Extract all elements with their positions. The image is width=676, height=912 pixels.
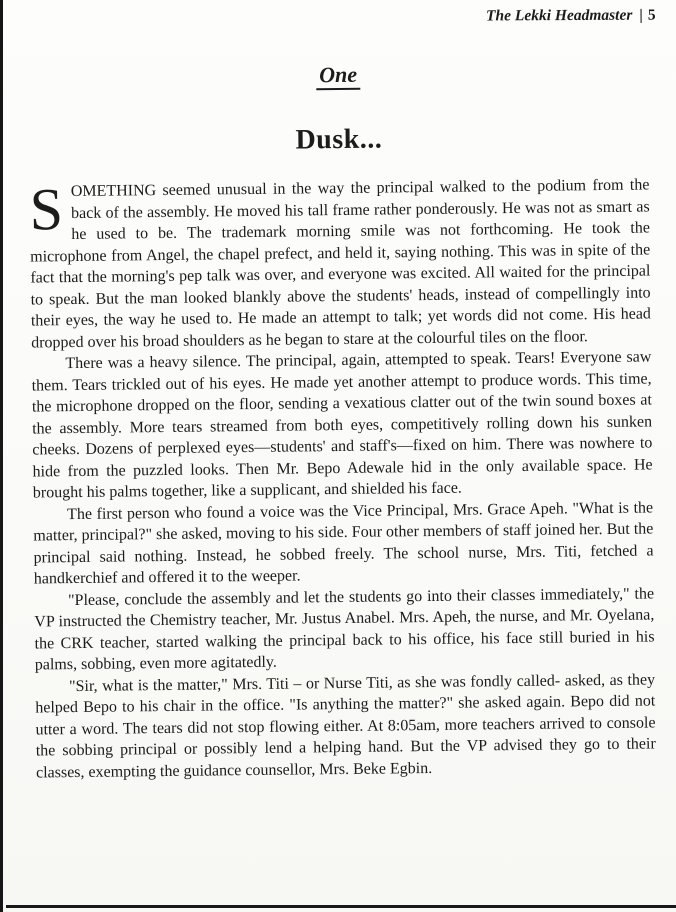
book-title: The Lekki Headmaster	[486, 6, 633, 25]
paragraph-3: The first person who found a voice was the Vice Principal, Mrs. Grace Apeh. "What is the matter, principal?" she asked, moving to his side. Four other members of staff joined her. But the principal said nothing. Instead, he sobbed freely. The school nurse, Mrs. Titi, fetched a handkerchief and offered it to the weeper.	[33, 498, 654, 588]
page-number: 5	[648, 6, 657, 24]
paragraph-5: "Sir, what is the matter," Mrs. Titi – or Nurse Titi, as she was fondly called- asked, as they helped Bepo to his chair in the office. "Is anything the matter?" she asked again. Bepo did not utter a word. The tears did not stop flowing either. At 8:05am, more teachers arrived to console the sobbing principal or possibly lend a helping hand. But the VP advised they go to their classes, exempting the guidance counsellor, Mrs. Beke Egbin.	[35, 670, 656, 781]
chapter-heading-text: One	[316, 62, 360, 90]
header-separator: |	[639, 6, 644, 24]
scan-bottom-edge	[6, 905, 676, 908]
scan-left-edge	[0, 0, 3, 912]
paragraph-1	[29, 174, 651, 353]
section-title: Dusk...	[295, 123, 383, 156]
paragraph-4: "Please, conclude the assembly and let the students go into their classes immediately," the VP instructed the Chemistry teacher, Mr. Justus Anabel. Mrs. Apeh, the nurse, and Mr. Oyelana, the CRK teacher, started walking the principal back to his office, his face still buried in his palms, sobbing, even more agitatedly.	[34, 584, 655, 674]
paragraph-1-text: OMETHING seemed unusual in the way the principal walked to the podium from the back of the assembly. He moved his tall frame rather ponderously. He was not as smart as he used to be. The trademark morning smile was not forthcoming. He took the microphone from Angel, the chapel prefect, and held it, saying nothing. This was in spite of the fact that the morning's pep talk was over, and everyone was excited. All waited for the principal to speak. But the man looked blankly above the students' heads, instead of compellingly into their eyes, the way he used to. He made an attempt to talk; yet words did not come. His head dropped over his broad shoulders as he began to stare at the colourful tiles on the floor.	[30, 176, 651, 351]
paragraph-2: There was a heavy silence. The principal, again, attempted to speak. Tears! Everyone saw them. Tears trickled out of his eyes. He made yet another attempt to produce words. This time, the microphone dropped on the floor, sending a vexatious clatter out of the twin sound boxes at the assembly. More tears streamed from both eyes, competitively rolling down his sunken cheeks. Dozens of perplexed eyes—students' and staff's—fixed on him. There was nowhere to hide from the puzzled looks. Then Mr. Bepo Adewale hid in the only available space. He brought his palms together, like a supplicant, and shielded his face.	[31, 348, 653, 502]
chapter-heading	[28, 58, 648, 91]
page-content	[28, 58, 656, 783]
body-text	[29, 174, 656, 783]
running-header	[486, 7, 656, 26]
drop-cap: S	[29, 176, 64, 243]
